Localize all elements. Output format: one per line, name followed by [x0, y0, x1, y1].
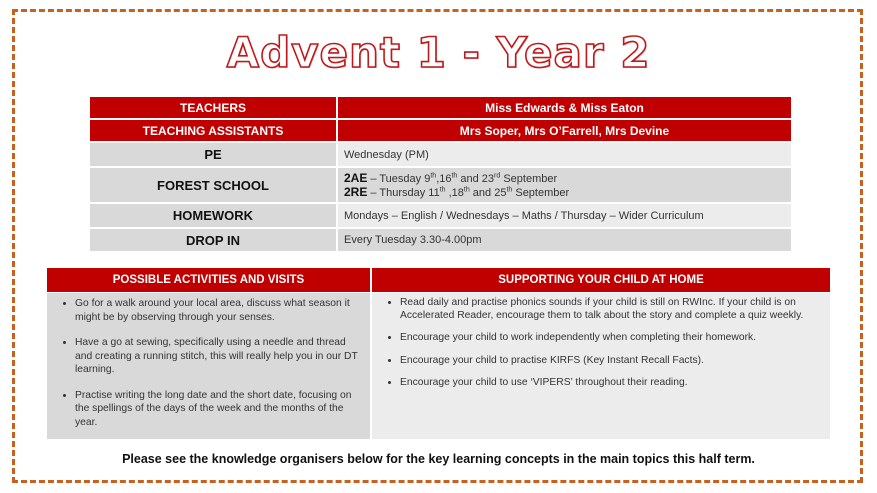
activity-item: • Go for a walk around your local area, discuss what season it might be by observing through your senses. [75, 297, 360, 324]
pe-value: Wednesday (PM) [338, 143, 791, 166]
homework-row [90, 204, 791, 227]
support-header: SUPPORTING YOUR CHILD AT HOME [372, 268, 830, 292]
activities-support-panel [47, 268, 830, 439]
support-list [372, 293, 830, 439]
teachers-label: TEACHERS [90, 97, 338, 118]
activity-item: • Have a go at sewing, specifically using a needle and thread and creating a running stitch, this will really help you in our DT learning. [75, 336, 360, 377]
footer-note: Please see the knowledge organisers below for the key learning concepts in the main topics this half term. [122, 452, 755, 466]
info-table [90, 95, 791, 253]
teaching-assistants-value: Mrs Soper, Mrs O’Farrell, Mrs Devine [338, 120, 791, 141]
page-title: Advent 1 - Year 2 [226, 28, 651, 77]
forest-dates-2re: – Thursday 11th ,18th and 25th September [367, 186, 570, 199]
support-item: • Encourage your child to use ‘VIPERS’ throughout their reading. [400, 377, 820, 390]
drop-in-label: DROP IN [90, 229, 338, 251]
forest-line-2ae [344, 171, 785, 185]
class-2ae: 2AE [344, 171, 368, 185]
support-item: • Encourage your child to practise KIRFS (Key Instant Recall Facts). [400, 355, 820, 368]
teaching-assistants-row [90, 120, 791, 141]
pe-label: PE [90, 143, 338, 166]
activities-list [47, 293, 370, 439]
forest-dates-2ae: – Tuesday 9th,16th and 23rd September [367, 172, 558, 185]
teachers-value: Miss Edwards & Miss Eaton [338, 97, 791, 118]
homework-label: HOMEWORK [90, 204, 338, 227]
teaching-assistants-label: TEACHING ASSISTANTS [90, 120, 338, 141]
forest-school-value [338, 168, 791, 202]
drop-in-value: Every Tuesday 3.30-4.00pm [338, 229, 791, 251]
forest-school-row [90, 168, 791, 202]
homework-value: Mondays – English / Wednesdays – Maths / Thursday – Wider Curriculum [338, 204, 791, 227]
support-item: • Encourage your child to work independently when completing their homework. [400, 332, 820, 345]
pe-row [90, 143, 791, 166]
support-item: • Read daily and practise phonics sounds if your child is still on RWInc. If your child is on Accelerated Reader, encourage them to talk about the story and complete a quiz weekly. [400, 297, 820, 322]
drop-in-row [90, 229, 791, 251]
teachers-row [90, 97, 791, 118]
forest-school-label: FOREST SCHOOL [90, 168, 338, 202]
class-2re: 2RE [344, 185, 368, 199]
forest-line-2re [344, 185, 785, 199]
activities-header: POSSIBLE ACTIVITIES AND VISITS [47, 268, 370, 292]
activity-item: • Practise writing the long date and the short date, focusing on the spellings of the days of the week and the months of the year. [75, 389, 360, 430]
